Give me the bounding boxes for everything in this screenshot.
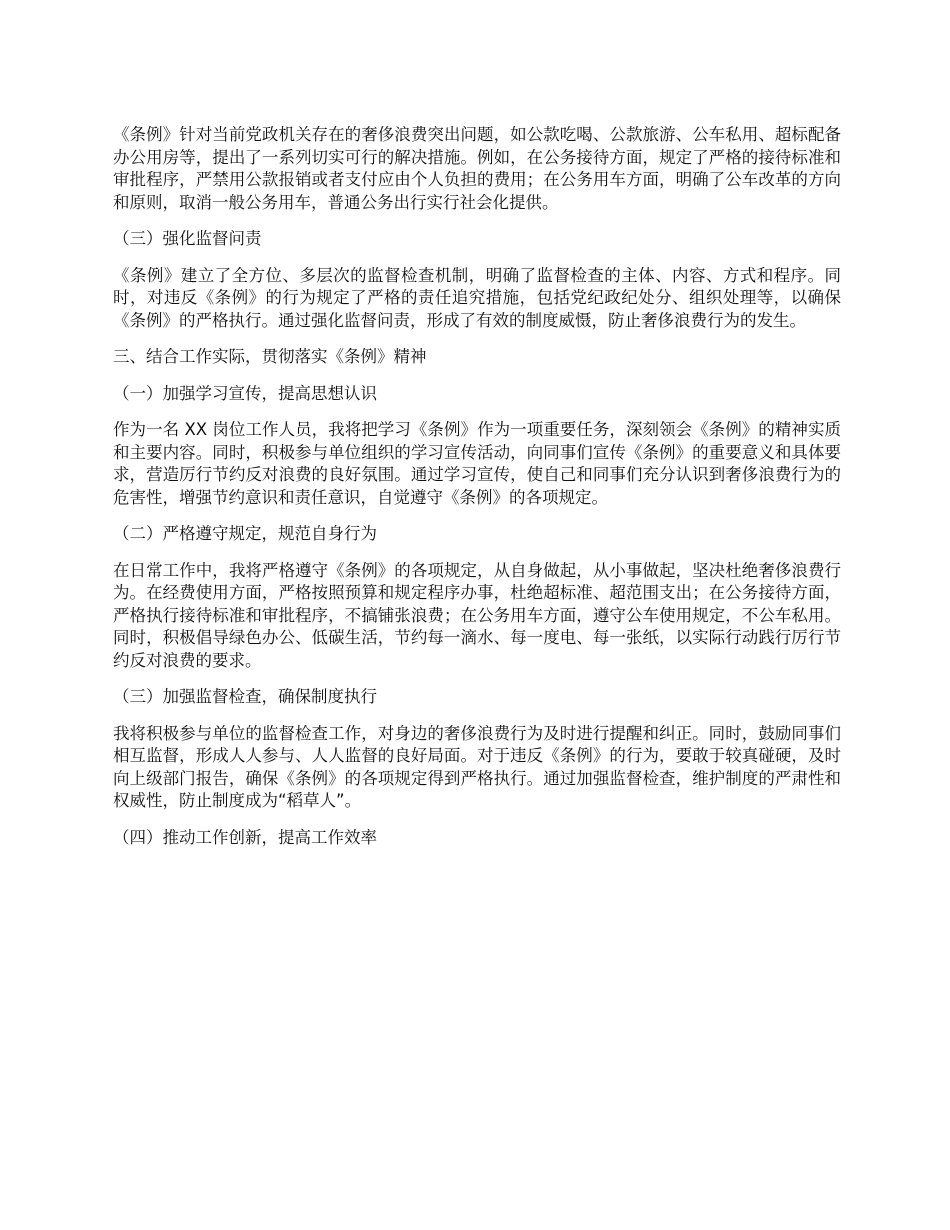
paragraph-supervision: 《条例》建立了全方位、多层次的监督检查机制，明确了监督检查的主体、内容、方式和程序。同时，对违反《条例》的行为规定了严格的责任追究措施，包括党纪政纪处分、组织处理等，以确保《条例》的严格执行。通过强化监督问责，形成了有效的制度威慑，防止奢侈浪费行为的发生。 <box>113 265 841 330</box>
document-body <box>113 124 841 849</box>
paragraph-measures: 《条例》针对当前党政机关存在的奢侈浪费突出问题，如公款吃喝、公款旅游、公车私用、超标配备办公用房等，提出了一系列切实可行的解决措施。例如，在公务接待方面，规定了严格的接待标准和审批程序，严禁用公款报销或者支付应由个人负担的费用；在公务用车方面，明确了公车改革的方向和原则，取消一般公务用车，普通公务出行实行社会化提供。 <box>113 125 841 212</box>
heading-study-publicity: （一）加强学习宣传，提高思想认识 <box>113 383 377 403</box>
section-heading-implementation: 三、结合工作实际，贯彻落实《条例》精神 <box>113 347 427 366</box>
paragraph-inspection: 我将积极参与单位的监督检查工作，对身边的奢侈浪费行为及时进行提醒和纠正。同时，鼓励同事们相互监督，形成人人参与、人人监督的良好局面。对于违反《条例》的行为，要敢于较真碰硬，及时向上级部门报告，确保《条例》的各项规定得到严格执行。通过加强监督检查，维护制度的严肃性和权威性，防止制度成为“稻草人”。 <box>113 723 841 810</box>
paragraph-study-publicity: 作为一名 XX 岗位工作人员，我将把学习《条例》作为一项重要任务，深刻领会《条例》的精神实质和主要内容。同时，积极参与单位组织的学习宣传活动，向同事们宣传《条例》的重要意义和具体要求，营造厉行节约反对浪费的良好氛围。通过学习宣传，使自己和同事们充分认识到奢侈浪费行为的危害性，增强节约意识和责任意识，自觉遵守《条例》的各项规定。 <box>113 420 841 507</box>
heading-innovation: （四）推动工作创新，提高工作效率 <box>113 827 377 847</box>
paragraph-comply-regulations: 在日常工作中，我将严格遵守《条例》的各项规定，从自身做起，从小事做起，坚决杜绝奢侈浪费行为。在经费使用方面，严格按照预算和规定程序办事，杜绝超标准、超范围支出；在公务接待方面，严格执行接待标准和审批程序，不搞铺张浪费；在公务用车方面，遵守公车使用规定，不公车私用。同时，积极倡导绿色办公、低碳生活，节约每一滴水、每一度电、每一张纸，以实际行动践行厉行节约反对浪费的要求。 <box>113 560 841 670</box>
heading-strengthen-supervision: （三）强化监督问责 <box>113 229 262 248</box>
heading-comply-regulations: （二）严格遵守规定，规范自身行为 <box>113 524 377 543</box>
heading-inspection: （三）加强监督检查，确保制度执行 <box>113 687 377 706</box>
